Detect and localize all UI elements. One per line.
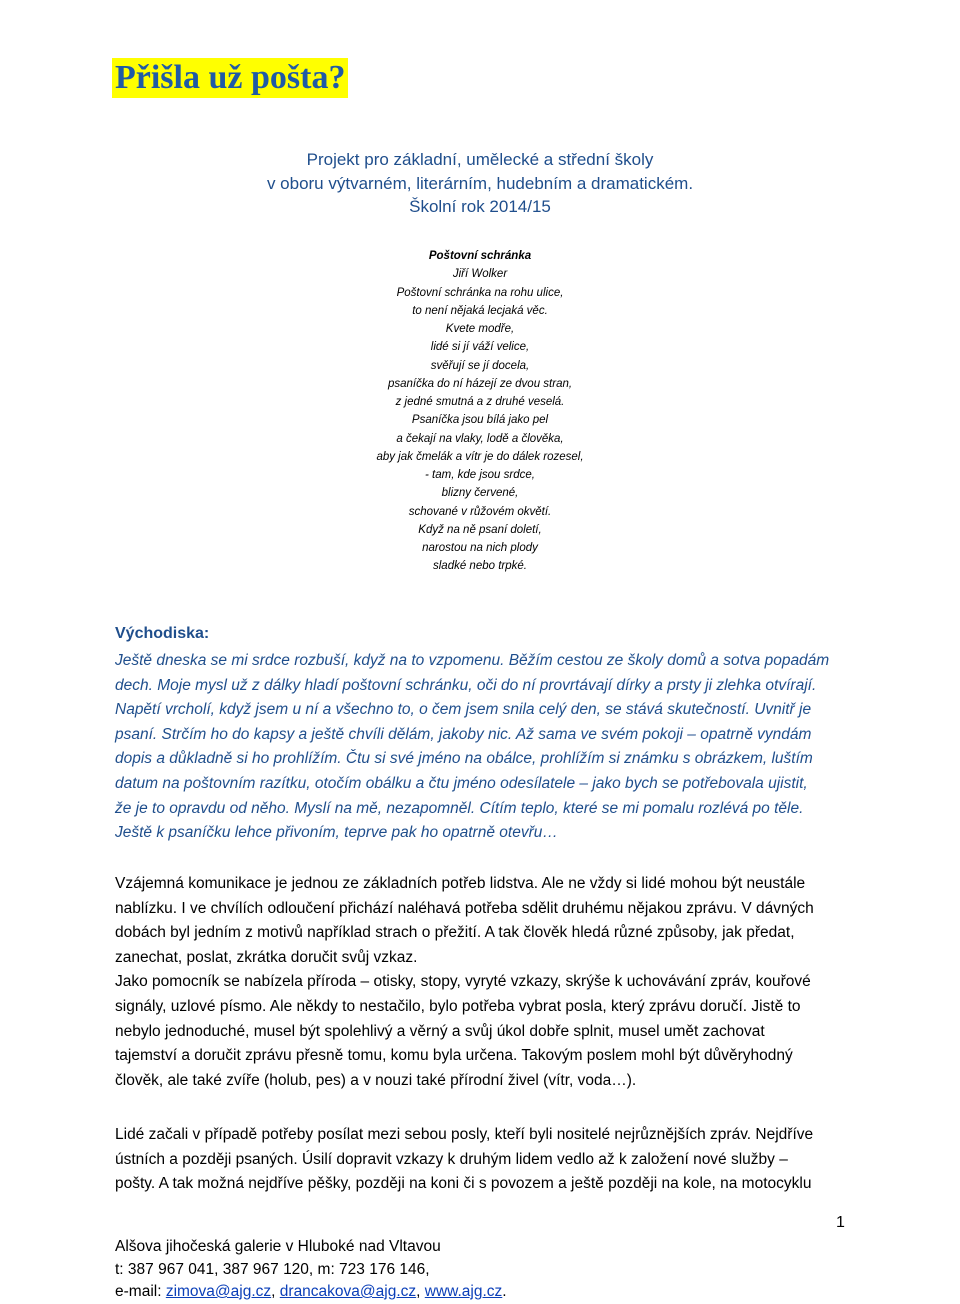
project-line: v oboru výtvarném, literárním, hudebním a dramatickém. xyxy=(266,173,694,193)
poem-author: Jiří Wolker xyxy=(452,268,508,281)
paragraph-line: dech. Moje mysl už z dálky hladí poštovní schránku, oči do ní provrtávají dírky a prsty ji zlehka otvírají. xyxy=(115,676,817,694)
email-label: e-mail: xyxy=(115,1283,166,1300)
poem-line: schované v růžovém okvětí. xyxy=(408,505,552,518)
paragraph-line: signály, uzlové písmo. Ale někdy to nestačilo, bylo potřeba vybrat posla, který zprávu doručí. Jistě to xyxy=(115,997,801,1015)
email-link-drancakova[interactable]: drancakova@ajg.cz xyxy=(279,1283,417,1300)
poem-line: Kvete modře, xyxy=(445,323,515,335)
poem xyxy=(0,247,960,576)
email-link-zimova[interactable]: zimova@ajg.cz xyxy=(165,1283,272,1300)
poem-line: blizny červené, xyxy=(441,487,519,500)
poem-line: Poštovní schránka na rohu ulice, xyxy=(396,286,564,299)
paragraph-line: Lidé začali v případě potřeby posílat mezi sebou posly, kteří byli nositelé nejrůznějších zpráv. Nejdříve xyxy=(115,1126,814,1143)
paragraph-line: Jako pomocník se nabízela příroda – otisky, stopy, vyryté vzkazy, skrýše k uchovávání zpráv, kouřové xyxy=(115,973,811,991)
paragraph-line: zanechat, poslat, zkrátka doručit svůj vzkaz. xyxy=(115,948,418,966)
poem-title: Poštovní schránka xyxy=(428,250,532,262)
footer-institution: Alšova jihočeská galerie v Hluboké nad Vltavou xyxy=(115,1238,441,1255)
body-paragraph xyxy=(115,872,855,1093)
poem-line: Když na ně psaní doletí, xyxy=(418,523,542,536)
paragraph-line: Ještě dneska se mi srdce rozbuší, když na to vzpomenu. Běžím cestou ze školy domů a sotva popadám xyxy=(115,652,830,669)
page-number: 1 xyxy=(836,1214,845,1231)
paragraph-line: že je to opravdu od něho. Myslí na mě, nezapomněl. Cítím teplo, které se mi pomalu rozlévá po těle. xyxy=(115,799,804,817)
poem-line: to není nějaká lecjaká věc. xyxy=(412,304,548,317)
paragraph-line: nebylo jednoduché, musel být spolehlivý a věrný a svůj úkol dobře splnit, musel umět zachovat xyxy=(115,1022,765,1040)
footer-contacts xyxy=(115,1281,507,1304)
separator: , xyxy=(416,1283,425,1300)
paragraph-line: nablízku. I ve chvílích odloučení přichází naléhavá potřeba sdělit druhému nějakou zprávu. V dávných xyxy=(115,899,814,917)
project-intro xyxy=(0,148,960,219)
paragraph-line: dopis a důkladně si ho prohlížím. Čtu si své jméno na obálce, prohlížím si známku s obrázkem, luštím xyxy=(115,750,813,768)
separator: , xyxy=(271,1283,280,1300)
paragraph-line: Ještě k psaníčku lehce přivoním, teprve pak ho opatrně otevřu… xyxy=(115,824,558,842)
poem-line: - tam, kde jsou srdce, xyxy=(425,469,535,481)
footer-phone: t: 387 967 041, 387 967 120, m: 723 176 146, xyxy=(115,1260,430,1278)
footer xyxy=(115,1236,507,1304)
section-heading: Východiska: xyxy=(115,625,210,642)
poem-line: a čekají na vlaky, lodě a člověka, xyxy=(396,432,564,445)
paragraph-line: psaní. Strčím ho do kapsy a ještě chvíli dělám, jakoby nic. Až sama ve svém pokoji – opatrně vyndám xyxy=(115,725,812,743)
intro-paragraph xyxy=(115,649,855,846)
project-line: Projekt pro základní, umělecké a střední školy xyxy=(306,150,654,169)
body-paragraph xyxy=(115,1123,855,1197)
poem-line: lidé si jí váží velice, xyxy=(430,341,530,354)
poem-line: sladké nebo trpké. xyxy=(433,560,527,573)
paragraph-line: tajemství a doručit zprávu přesně tomu, komu byla určena. Takovým poslem mohl být důvěryhodný xyxy=(115,1047,793,1065)
school-year: Školní rok 2014/15 xyxy=(409,197,551,216)
paragraph-line: datum na poštovním razítku, otočím obálku a čtu jméno odesílatele – jako bych se potřebovala ujistit, xyxy=(115,774,808,792)
document-title: Přišla už pošta? xyxy=(112,58,348,98)
paragraph-line: dobách byl jedním z motivů například strach o přežití. A tak člověk hledá různé způsoby, jak předat, xyxy=(115,924,795,942)
poem-line: svěřují se jí docela, xyxy=(430,359,530,372)
poem-line: psaníčka do ní házejí ze dvou stran, xyxy=(387,377,573,390)
poem-line: narostou na nich plody xyxy=(422,542,538,554)
poem-line: Psaníčka jsou bílá jako pel xyxy=(411,414,549,427)
poem-line: z jedné smutná a z druhé veselá. xyxy=(395,396,565,408)
website-link[interactable]: www.ajg.cz xyxy=(424,1283,503,1300)
paragraph-line: člověk, ale také zvíře (holub, pes) a v nouzi také přírodní živel (vítr, voda…). xyxy=(115,1071,637,1089)
paragraph-line: ústních a později psaných. Úsilí dopravit vzkazy k druhým lidem vedlo až k založení nové služby – xyxy=(115,1150,788,1168)
footer-end: . xyxy=(502,1283,507,1300)
paragraph-line: Napětí vrcholí, když jsem u ní a všechno to, o čem jsem snila celý den, se stává skutečností. Uvnitř je xyxy=(115,701,812,719)
poem-line: aby jak čmelák a vítr je do dálek rozesel, xyxy=(376,450,584,463)
paragraph-line: pošty. A tak možná nejdříve pěšky, později na koni či s povozem a ještě později na kole, na motocyklu xyxy=(115,1175,812,1193)
paragraph-line: Vzájemná komunikace je jednou ze základních potřeb lidstva. Ale ne vždy si lidé mohou být neustále xyxy=(115,875,806,892)
